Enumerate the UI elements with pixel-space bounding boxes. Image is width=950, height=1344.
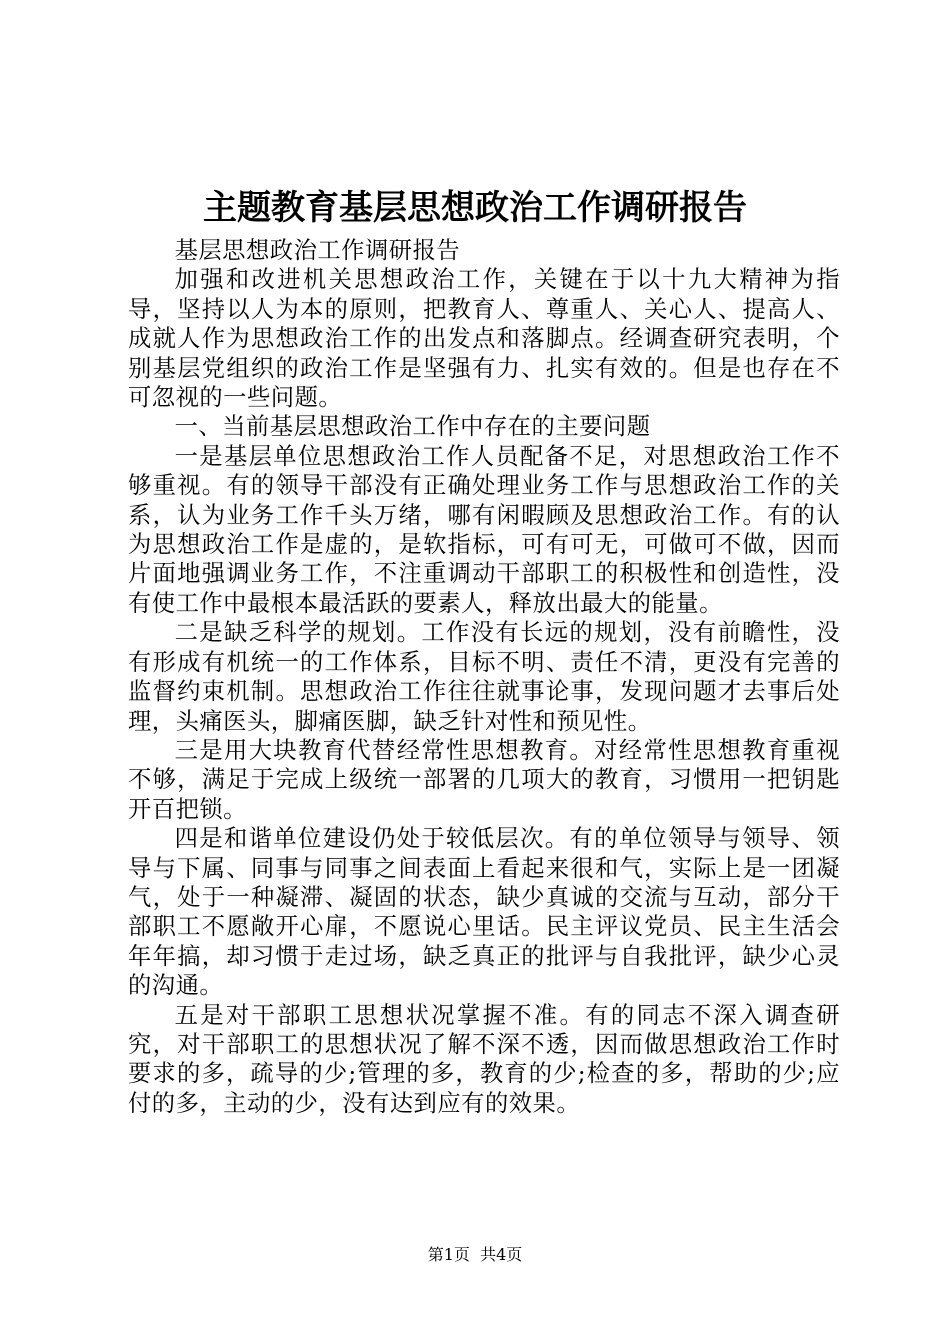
- section-heading: 一、当前基层思想政治工作中存在的主要问题: [174, 413, 651, 441]
- paragraph-intro: 加强和改进机关思想政治工作，关键在于以十九大精神为指导，坚持以人为本的原则，把教育人、尊重人、关心人、提高人、成就人作为思想政治工作的出发点和落脚点。经调查研究表明，个别基层党组织的政治工作是坚强有力、扎实有效的。但是也存在不可忽视的一些问题。: [128, 266, 840, 412]
- page-number-label: 第1页 共4页: [427, 1245, 523, 1264]
- page-footer: [0, 1245, 950, 1265]
- paragraph-issue-4: 四是和谐单位建设仍处于较低层次。有的单位领导与领导、领导与下属、同事与同事之间表面上看起来很和气，实际上是一团凝气，处于一种凝滞、凝固的状态，缺少真诚的交流与互动，部分干部职工不愿敞开心扉，不愿说心里话。民主评议党员、民主生活会年年搞，却习惯于走过场，缺乏真正的批评与自我批评，缺少心灵的沟通。: [128, 825, 840, 1000]
- document-title: 主题教育基层思想政治工作调研报告: [203, 188, 747, 228]
- paragraph-issue-5: 五是对干部职工思想状况掌握不准。有的同志不深入调查研究，对干部职工的思想状况了解不深不透，因而做思想政治工作时要求的多，疏导的少;管理的多，教育的少;检查的多，帮助的少;应付的多，主动的少，没有达到应有的效果。: [128, 1001, 840, 1117]
- paragraph-issue-2: 二是缺乏科学的规划。工作没有长远的规划，没有前瞻性，没有形成有机统一的工作体系，目标不明、责任不清，更没有完善的监督约束机制。思想政治工作往往就事论事，发现问题才去事后处理，头痛医头，脚痛医脚，缺乏针对性和预见性。: [128, 619, 840, 735]
- paragraph-issue-1: 一是基层单位思想政治工作人员配备不足，对思想政治工作不够重视。有的领导干部没有正确处理业务工作与思想政治工作的关系，认为业务工作千头万绪，哪有闲暇顾及思想政治工作。有的认为思想政治工作是虚的，是软指标，可有可无，可做可不做，因而片面地强调业务工作，不注重调动干部职工的积极性和创造性，没有使工作中最根本最活跃的要素人，释放出最大的能量。: [128, 442, 840, 617]
- document-body: [128, 236, 840, 1118]
- paragraph-issue-3: 三是用大块教育代替经常性思想教育。对经常性思想教育重视不够，满足于完成上级统一部署的几项大的教育，习惯用一把钥匙开百把锁。: [128, 736, 840, 823]
- paragraph-subtitle: 基层思想政治工作调研报告: [174, 237, 461, 264]
